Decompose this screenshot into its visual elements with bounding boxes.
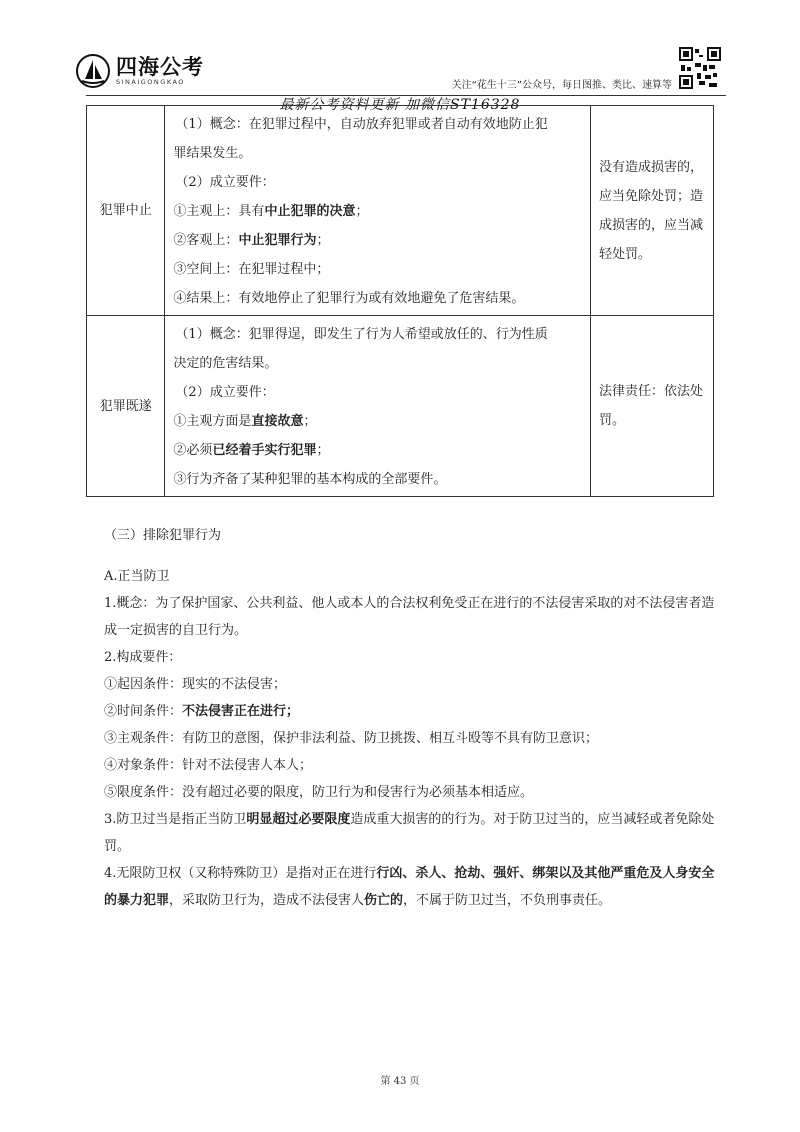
paragraph: ⑤限度条件：没有超过必要的限度，防卫行为和侵害行为必须基本相适应。 bbox=[104, 785, 534, 800]
paragraph bbox=[104, 698, 724, 725]
content-line: 决定的危害结果。 bbox=[173, 356, 278, 371]
sail-logo-icon bbox=[76, 54, 110, 88]
paragraph-text: 3.防卫过当是指正当防卫 bbox=[104, 812, 247, 827]
watermark-text: 最新公考资料更新 加微信ST16328 bbox=[279, 97, 521, 113]
paragraph-text: 1.概念：为了保护国家、公共利益、他人或本人的合法权利免受正在进行的不法侵害采取的对不法侵害者造成一定损害的自卫行为。 bbox=[104, 596, 715, 638]
paragraph bbox=[104, 806, 724, 860]
content-text: ②客观上： bbox=[173, 233, 239, 248]
content-line: （1）概念：犯罪得逞，即发生了行为人希望或放任的、行为性质 bbox=[175, 327, 548, 342]
content-line bbox=[173, 436, 584, 465]
content-text: ； bbox=[355, 204, 369, 219]
content-bold: 已经着手实行犯罪 bbox=[212, 443, 317, 458]
content-line: 罪结果发生。 bbox=[173, 146, 252, 161]
content-bold: 直接故意 bbox=[251, 414, 304, 429]
content-line: ③空间上：在犯罪过程中； bbox=[173, 262, 330, 277]
content-line: （1）概念：在犯罪过程中，自动放弃犯罪或者自动有效地防止犯 bbox=[175, 117, 548, 132]
row-result-cell: 法律责任：依法处罚。 bbox=[591, 316, 714, 497]
row-content-cell bbox=[165, 316, 591, 497]
paragraph-bold: 伤亡的 bbox=[364, 893, 404, 908]
paragraph: ④对象条件：针对不法侵害人本人； bbox=[104, 758, 313, 773]
content-text: ②必须 bbox=[173, 443, 213, 458]
follow-text: 关注“花生十三”公众号，每日图推、类比、速算等 bbox=[451, 80, 672, 91]
row-content-cell bbox=[165, 106, 591, 316]
content-bold: 中止犯罪行为 bbox=[238, 233, 317, 248]
content-line bbox=[173, 407, 584, 436]
content-line: ③行为齐备了某种犯罪的基本构成的全部要件。 bbox=[173, 472, 447, 487]
row-name-cell: 犯罪中止 bbox=[87, 106, 165, 316]
content-text: ； bbox=[316, 233, 330, 248]
subheading: A.正当防卫 bbox=[104, 569, 170, 584]
content-line: （2）成立要件： bbox=[175, 175, 275, 190]
paragraph-bold: 不法侵害正在进行； bbox=[182, 704, 300, 719]
paragraph-text: ，不属于防卫过当，不负刑事责任。 bbox=[403, 893, 612, 908]
content-text: ； bbox=[303, 414, 317, 429]
logo-subtext: SINAIGONGKAO bbox=[116, 78, 185, 86]
row-result-cell: 没有造成损害的，应当免除处罚；造成损害的，应当减轻处罚。 bbox=[591, 106, 714, 316]
content-line bbox=[173, 197, 584, 226]
crime-stage-table bbox=[86, 105, 714, 497]
row-name-cell: 犯罪既遂 bbox=[87, 316, 165, 497]
content-text: ①主观上：具有 bbox=[173, 204, 265, 219]
paragraph: ③主观条件：有防卫的意图，保护非法利益、防卫挑拨、相互斗殴等不具有防卫意识； bbox=[104, 731, 599, 746]
content-line: ④结果上：有效地停止了犯罪行为或有效地避免了危害结果。 bbox=[173, 291, 525, 306]
paragraph-text: 造成重大损害的的行为。对于防卫过当的，应当减轻或者免除处罚。 bbox=[104, 812, 715, 854]
table-row bbox=[87, 316, 714, 497]
content-line: （2）成立要件： bbox=[175, 385, 275, 400]
paragraph: ①起因条件：现实的不法侵害； bbox=[104, 677, 287, 692]
logo-text: 四海公考 bbox=[116, 55, 204, 79]
page-header bbox=[0, 0, 800, 113]
paragraph-text: ，采取防卫行为，造成不法侵害人 bbox=[169, 893, 365, 908]
paragraph-bold: 明显超过必要限度 bbox=[246, 812, 351, 827]
content-bold: 中止犯罪的决意 bbox=[264, 204, 356, 219]
paragraph bbox=[104, 590, 724, 644]
content-text: ； bbox=[316, 443, 330, 458]
content-text: ①主观方面是 bbox=[173, 414, 252, 429]
content-line bbox=[173, 226, 584, 255]
logo bbox=[76, 54, 204, 88]
page-number: 第 43 页 bbox=[380, 1076, 420, 1087]
section-body bbox=[104, 563, 724, 914]
paragraph bbox=[104, 860, 724, 914]
paragraph-text: 4.无限防卫权（又称特殊防卫）是指对正在进行 bbox=[104, 866, 377, 881]
qr-code-icon bbox=[679, 47, 721, 89]
paragraph-text: ②时间条件： bbox=[104, 704, 183, 719]
paragraph: 2.构成要件： bbox=[104, 650, 182, 665]
paragraph-bold: 行凶、杀人、抢劫、强奸、绑架以及其他严重危及人身安全的暴力犯罪 bbox=[104, 866, 715, 908]
table-row bbox=[87, 106, 714, 316]
section-heading: （三）排除犯罪行为 bbox=[104, 528, 222, 543]
